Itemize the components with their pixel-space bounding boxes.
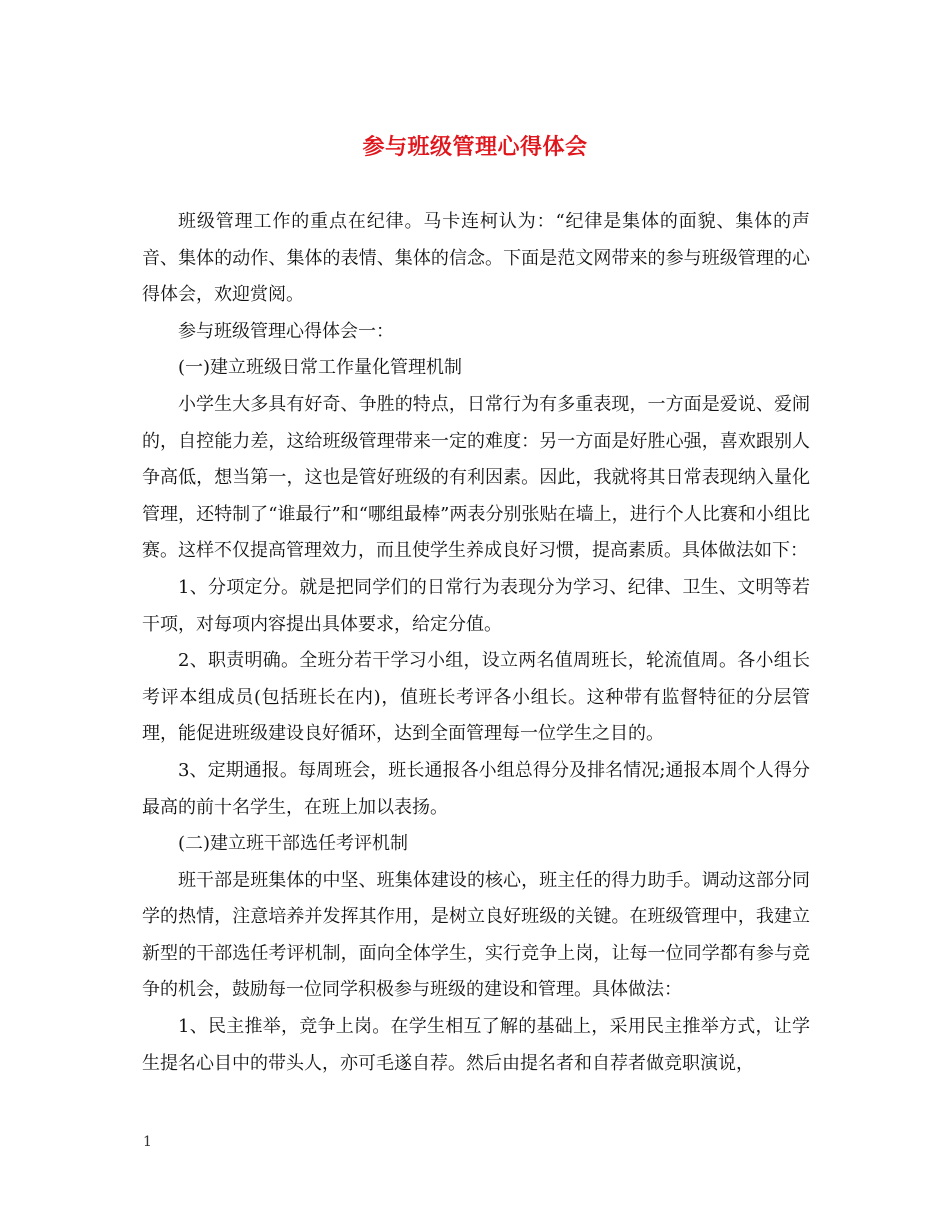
paragraph-item-1-scoring: 1、分项定分。就是把同学们的日常行为表现分为学习、纪律、卫生、文明等若干项，对每项内容提出具体要求，给定分值。 — [142, 576, 810, 635]
section-heading-experience-one: 参与班级管理心得体会一： — [178, 320, 394, 342]
page-number: 1 — [143, 1134, 152, 1150]
paragraph-student-traits: 小学生大多具有好奇、争胜的特点，日常行为有多重表现，一方面是爱说、爱闹的，自控能力差，这给班级管理带来一定的难度：另一方面是好胜心强，喜欢跟别人争高低，想当第一，这也是管好班级的有利因素。因此，我就将其日常表现纳入量化管理，还特制了“谁最行”和“哪组最棒”两表分别张贴在墙上，进行个人比赛和小组比赛。这样不仅提高管理效力，而且使学生养成良好习惯，提高素质。具体做法如下： — [142, 393, 810, 562]
document-title: 参与班级管理心得体会 — [362, 134, 588, 160]
subheading-cadre-selection: (二)建立班干部选任考评机制 — [178, 833, 409, 855]
paragraph-democratic-election: 1、民主推举，竞争上岗。在学生相互了解的基础上，采用民主推举方式，让学生提名心目中的带头人，亦可毛遂自荐。然后由提名者和自荐者做竞职演说， — [142, 1016, 810, 1074]
subheading-quantified-management: (一)建立班级日常工作量化管理机制 — [178, 357, 463, 379]
paragraph-intro: 班级管理工作的重点在纪律。马卡连柯认为：“纪律是集体的面貌、集体的声音、集体的动作、集体的表情、集体的信念。下面是范文网带来的参与班级管理的心得体会，欢迎赏阅。 — [142, 211, 810, 306]
paragraph-item-2-responsibilities: 2、职责明确。全班分若干学习小组，设立两名值周班长，轮流值周。各小组长考评本组成员(包括班长在内)，值班长考评各小组长。这种带有监督特征的分层管理，能促进班级建设良好循环，达到全面管理每一位学生之目的。 — [142, 650, 810, 745]
paragraph-class-cadres: 班干部是班集体的中坚、班集体建设的核心，班主任的得力助手。调动这部分同学的热情，注意培养并发挥其作用，是树立良好班级的关键。在班级管理中，我建立新型的干部选任考评机制，面向全体学生，实行竞争上岗，让每一位同学都有参与竞争的机会，鼓励每一位同学积极参与班级的建设和管理。具体做法： — [142, 869, 810, 1001]
document-body — [142, 204, 810, 1082]
paragraph-item-3-reporting: 3、定期通报。每周班会，班长通报各小组总得分及排名情况;通报本周个人得分最高的前十名学生，在班上加以表扬。 — [142, 759, 810, 818]
